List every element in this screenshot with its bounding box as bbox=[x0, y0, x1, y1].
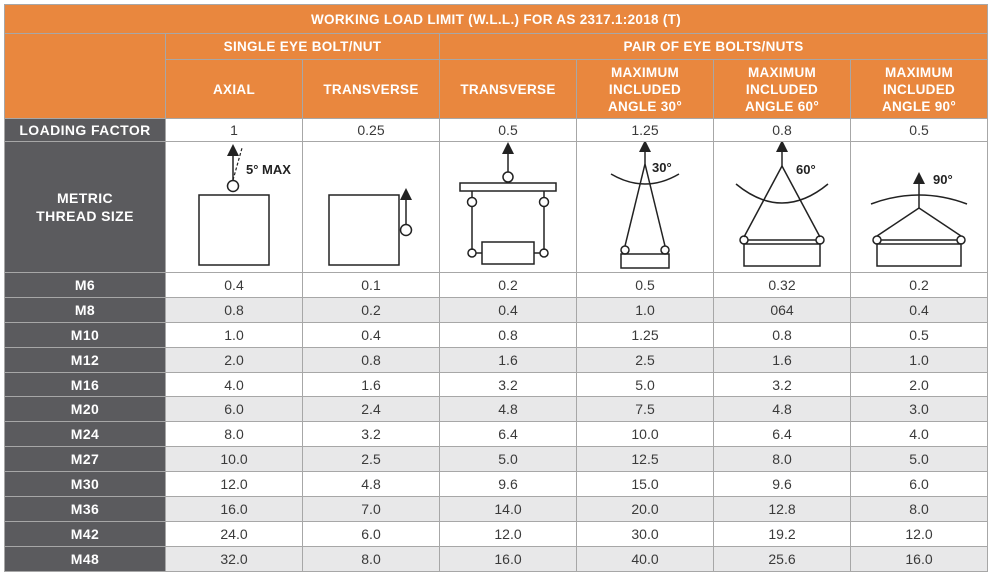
wll-value-cell: 8.0 bbox=[851, 497, 988, 522]
wll-value-cell: 32.0 bbox=[166, 546, 303, 571]
axial-lift-diagram-icon bbox=[166, 142, 302, 272]
wll-value-cell: 2.4 bbox=[303, 397, 440, 422]
axial-angle-label: 5° MAX bbox=[246, 162, 291, 177]
thread-size-label: M8 bbox=[5, 297, 166, 322]
wll-value-cell: 1.6 bbox=[440, 347, 577, 372]
diagram-transverse-single bbox=[303, 142, 440, 273]
thread-size-label: M20 bbox=[5, 397, 166, 422]
column-header-angle-60: MAXIMUM INCLUDED ANGLE 60° bbox=[714, 60, 851, 119]
wll-value-cell: 16.0 bbox=[851, 546, 988, 571]
wll-value-cell: 1.6 bbox=[303, 372, 440, 397]
wll-value-cell: 8.0 bbox=[303, 546, 440, 571]
angle-90-label: 90° bbox=[933, 172, 953, 187]
thread-size-label: M12 bbox=[5, 347, 166, 372]
table-row bbox=[5, 497, 988, 522]
column-header-transverse-single: TRANSVERSE bbox=[303, 60, 440, 119]
wll-value-cell: 25.6 bbox=[714, 546, 851, 571]
wll-value-cell: 1.25 bbox=[577, 322, 714, 347]
wll-value-cell: 0.4 bbox=[851, 297, 988, 322]
wll-value-cell: 1.0 bbox=[166, 322, 303, 347]
wll-value-cell: 4.8 bbox=[440, 397, 577, 422]
loading-factor-axial: 1 bbox=[166, 119, 303, 142]
table-row bbox=[5, 397, 988, 422]
wll-value-cell: 9.6 bbox=[440, 472, 577, 497]
wll-value-cell: 0.32 bbox=[714, 273, 851, 298]
table-title: WORKING LOAD LIMIT (W.L.L.) FOR AS 2317.1:2018 (T) bbox=[5, 5, 988, 34]
wll-value-cell: 0.4 bbox=[166, 273, 303, 298]
wll-value-cell: 0.2 bbox=[440, 273, 577, 298]
wll-value-cell: 7.5 bbox=[577, 397, 714, 422]
wll-value-cell: 30.0 bbox=[577, 521, 714, 546]
angle-60-label: 60° bbox=[796, 162, 816, 177]
wll-value-cell: 10.0 bbox=[577, 422, 714, 447]
wll-value-cell: 5.0 bbox=[851, 447, 988, 472]
table-row bbox=[5, 372, 988, 397]
table-row bbox=[5, 347, 988, 372]
wll-value-cell: 0.2 bbox=[303, 297, 440, 322]
wll-value-cell: 2.5 bbox=[303, 447, 440, 472]
table-row bbox=[5, 521, 988, 546]
header-corner bbox=[5, 34, 166, 119]
loading-factor-transverse-single: 0.25 bbox=[303, 119, 440, 142]
wll-value-cell: 0.4 bbox=[303, 322, 440, 347]
wll-value-cell: 12.0 bbox=[440, 521, 577, 546]
group-pair-eye-bolts: PAIR OF EYE BOLTS/NUTS bbox=[440, 34, 988, 60]
wll-value-cell: 0.8 bbox=[714, 322, 851, 347]
wll-value-cell: 19.2 bbox=[714, 521, 851, 546]
thread-size-label: M6 bbox=[5, 273, 166, 298]
wll-value-cell: 6.0 bbox=[166, 397, 303, 422]
wll-value-cell: 2.5 bbox=[577, 347, 714, 372]
wll-value-cell: 24.0 bbox=[166, 521, 303, 546]
wll-value-cell: 12.5 bbox=[577, 447, 714, 472]
wll-value-cell: 12.0 bbox=[851, 521, 988, 546]
wll-value-cell: 8.0 bbox=[166, 422, 303, 447]
wll-value-cell: 0.2 bbox=[851, 273, 988, 298]
thread-size-label: M10 bbox=[5, 322, 166, 347]
wll-value-cell: 7.0 bbox=[303, 497, 440, 522]
transverse-single-diagram-icon bbox=[303, 142, 439, 272]
table-row bbox=[5, 297, 988, 322]
loading-factor-angle-30: 1.25 bbox=[577, 119, 714, 142]
diagram-axial bbox=[166, 142, 303, 273]
column-header-transverse-pair: TRANSVERSE bbox=[440, 60, 577, 119]
thread-size-label: M36 bbox=[5, 497, 166, 522]
column-header-angle-90: MAXIMUM INCLUDED ANGLE 90° bbox=[851, 60, 988, 119]
angle-30-diagram-icon bbox=[577, 142, 713, 272]
table-row bbox=[5, 546, 988, 571]
wll-value-cell: 0.8 bbox=[440, 322, 577, 347]
table-row bbox=[5, 322, 988, 347]
wll-value-cell: 6.4 bbox=[440, 422, 577, 447]
diagram-angle-60 bbox=[714, 142, 851, 273]
wll-value-cell: 2.0 bbox=[166, 347, 303, 372]
wll-value-cell: 4.8 bbox=[714, 397, 851, 422]
wll-value-cell: 4.8 bbox=[303, 472, 440, 497]
wll-value-cell: 3.2 bbox=[440, 372, 577, 397]
wll-value-cell: 0.4 bbox=[440, 297, 577, 322]
wll-value-cell: 2.0 bbox=[851, 372, 988, 397]
loading-factor-angle-60: 0.8 bbox=[714, 119, 851, 142]
wll-value-cell: 10.0 bbox=[166, 447, 303, 472]
wll-value-cell: 4.0 bbox=[851, 422, 988, 447]
angle-90-diagram-icon bbox=[851, 142, 987, 272]
metric-thread-size-label: METRIC THREAD SIZE bbox=[5, 142, 166, 273]
wll-value-cell: 1.0 bbox=[851, 347, 988, 372]
wll-value-cell: 14.0 bbox=[440, 497, 577, 522]
thread-size-label: M24 bbox=[5, 422, 166, 447]
column-header-axial: AXIAL bbox=[166, 60, 303, 119]
wll-value-cell: 6.0 bbox=[303, 521, 440, 546]
table-row bbox=[5, 273, 988, 298]
wll-value-cell: 5.0 bbox=[577, 372, 714, 397]
wll-value-cell: 0.5 bbox=[851, 322, 988, 347]
wll-value-cell: 5.0 bbox=[440, 447, 577, 472]
thread-size-label: M42 bbox=[5, 521, 166, 546]
loading-factor-label: LOADING FACTOR bbox=[5, 119, 166, 142]
wll-value-cell: 20.0 bbox=[577, 497, 714, 522]
wll-value-cell: 6.4 bbox=[714, 422, 851, 447]
table-row bbox=[5, 422, 988, 447]
loading-factor-angle-90: 0.5 bbox=[851, 119, 988, 142]
wll-value-cell: 064 bbox=[714, 297, 851, 322]
thread-size-label: M30 bbox=[5, 472, 166, 497]
wll-value-cell: 4.0 bbox=[166, 372, 303, 397]
wll-value-cell: 15.0 bbox=[577, 472, 714, 497]
diagram-angle-30 bbox=[577, 142, 714, 273]
wll-value-cell: 9.6 bbox=[714, 472, 851, 497]
wll-value-cell: 40.0 bbox=[577, 546, 714, 571]
angle-30-label: 30° bbox=[652, 160, 672, 175]
diagram-angle-90 bbox=[851, 142, 988, 273]
wll-value-cell: 16.0 bbox=[166, 497, 303, 522]
thread-size-label: M16 bbox=[5, 372, 166, 397]
transverse-pair-diagram-icon bbox=[440, 142, 576, 272]
wll-value-cell: 3.2 bbox=[714, 372, 851, 397]
wll-value-cell: 3.0 bbox=[851, 397, 988, 422]
wll-value-cell: 0.1 bbox=[303, 273, 440, 298]
wll-value-cell: 0.8 bbox=[303, 347, 440, 372]
wll-value-cell: 12.0 bbox=[166, 472, 303, 497]
wll-value-cell: 16.0 bbox=[440, 546, 577, 571]
wll-table bbox=[4, 4, 988, 572]
wll-value-cell: 3.2 bbox=[303, 422, 440, 447]
table-row bbox=[5, 472, 988, 497]
column-header-angle-30: MAXIMUM INCLUDED ANGLE 30° bbox=[577, 60, 714, 119]
wll-value-cell: 0.5 bbox=[577, 273, 714, 298]
table-row bbox=[5, 447, 988, 472]
diagram-transverse-pair bbox=[440, 142, 577, 273]
wll-value-cell: 6.0 bbox=[851, 472, 988, 497]
wll-value-cell: 1.6 bbox=[714, 347, 851, 372]
group-single-eye-bolt: SINGLE EYE BOLT/NUT bbox=[166, 34, 440, 60]
wll-value-cell: 8.0 bbox=[714, 447, 851, 472]
thread-size-label: M48 bbox=[5, 546, 166, 571]
wll-value-cell: 1.0 bbox=[577, 297, 714, 322]
loading-factor-transverse-pair: 0.5 bbox=[440, 119, 577, 142]
angle-60-diagram-icon bbox=[714, 142, 850, 272]
wll-value-cell: 12.8 bbox=[714, 497, 851, 522]
thread-size-label: M27 bbox=[5, 447, 166, 472]
wll-value-cell: 0.8 bbox=[166, 297, 303, 322]
